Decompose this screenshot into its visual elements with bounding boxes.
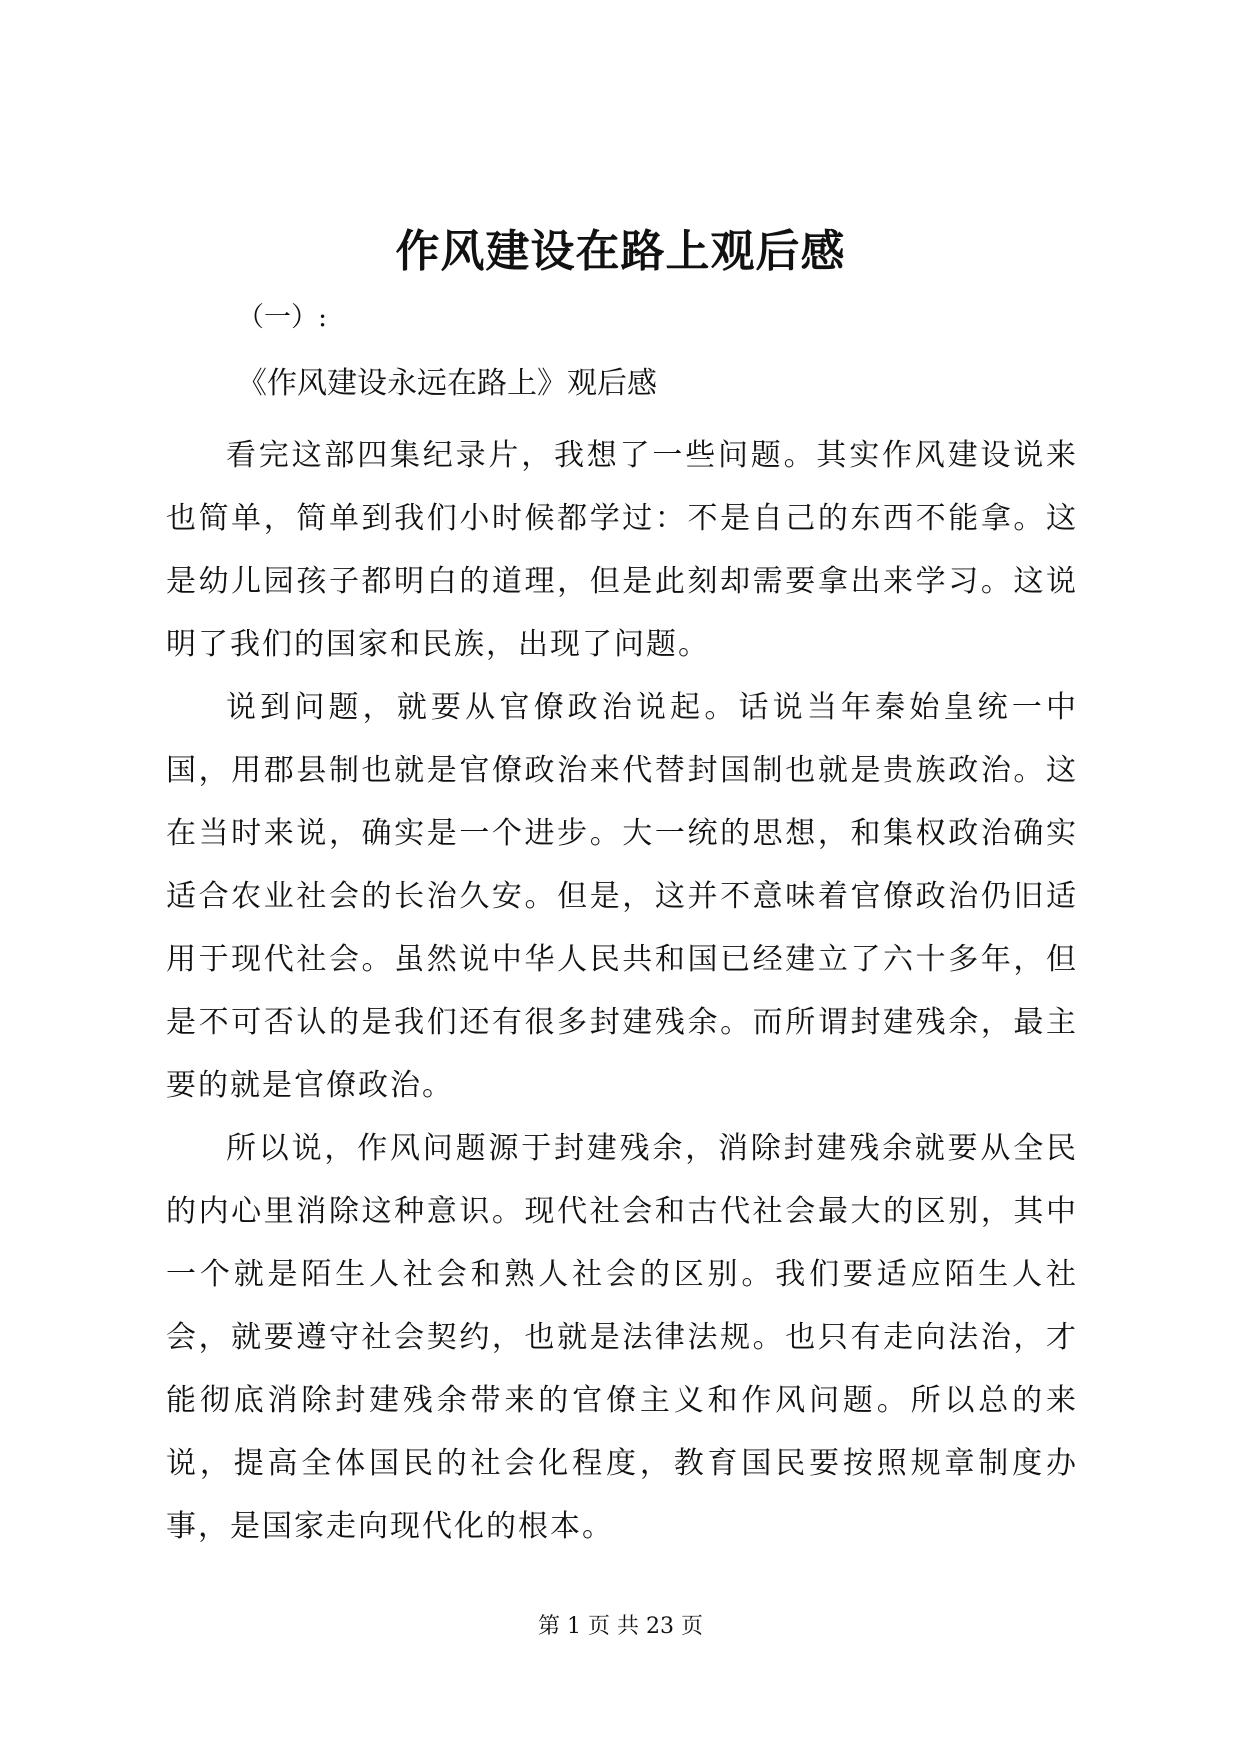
paragraph: 说到问题，就要从官僚政治说起。话说当年秦始皇统一中国，用郡县制也就是官僚政治来代替封国制也就是贵族政治。这在当时来说，确实是一个进步。大一统的思想，和集权政治确实适合农业社会的长治久安。但是，这并不意味着官僚政治仍旧适用于现代社会。虽然说中华人民共和国已经建立了六十多年，但是不可否认的是我们还有很多封建残余。而所谓封建残余，最主要的就是官僚政治。 <box>166 690 1078 1103</box>
document-body <box>166 424 1078 1558</box>
document-title: 作风建设在路上观后感 <box>395 226 846 277</box>
page-footer: 第 1 页 共 23 页 <box>538 1614 703 1639</box>
section-label: （一）: <box>237 302 328 333</box>
paragraph: 所以说，作风问题源于封建残余，消除封建残余就要从全民的内心里消除这种意识。现代社会和古代社会最大的区别，其中一个就是陌生人社会和熟人社会的区别。我们要适应陌生人社会，就要遵守社会契约，也就是法律法规。也只有走向法治，才能彻底消除封建残余带来的官僚主义和作风问题。所以总的来说，提高全体国民的社会化程度，教育国民要按照规章制度办事，是国家走向现代化的根本。 <box>166 1131 1078 1544</box>
document-subtitle: 《作风建设永远在路上》观后感 <box>237 366 657 401</box>
paragraph: 看完这部四集纪录片，我想了一些问题。其实作风建设说来也简单，简单到我们小时候都学过：不是自己的东西不能拿。这是幼儿园孩子都明白的道理，但是此刻却需要拿出来学习。这说明了我们的国家和民族，出现了问题。 <box>166 438 1078 662</box>
